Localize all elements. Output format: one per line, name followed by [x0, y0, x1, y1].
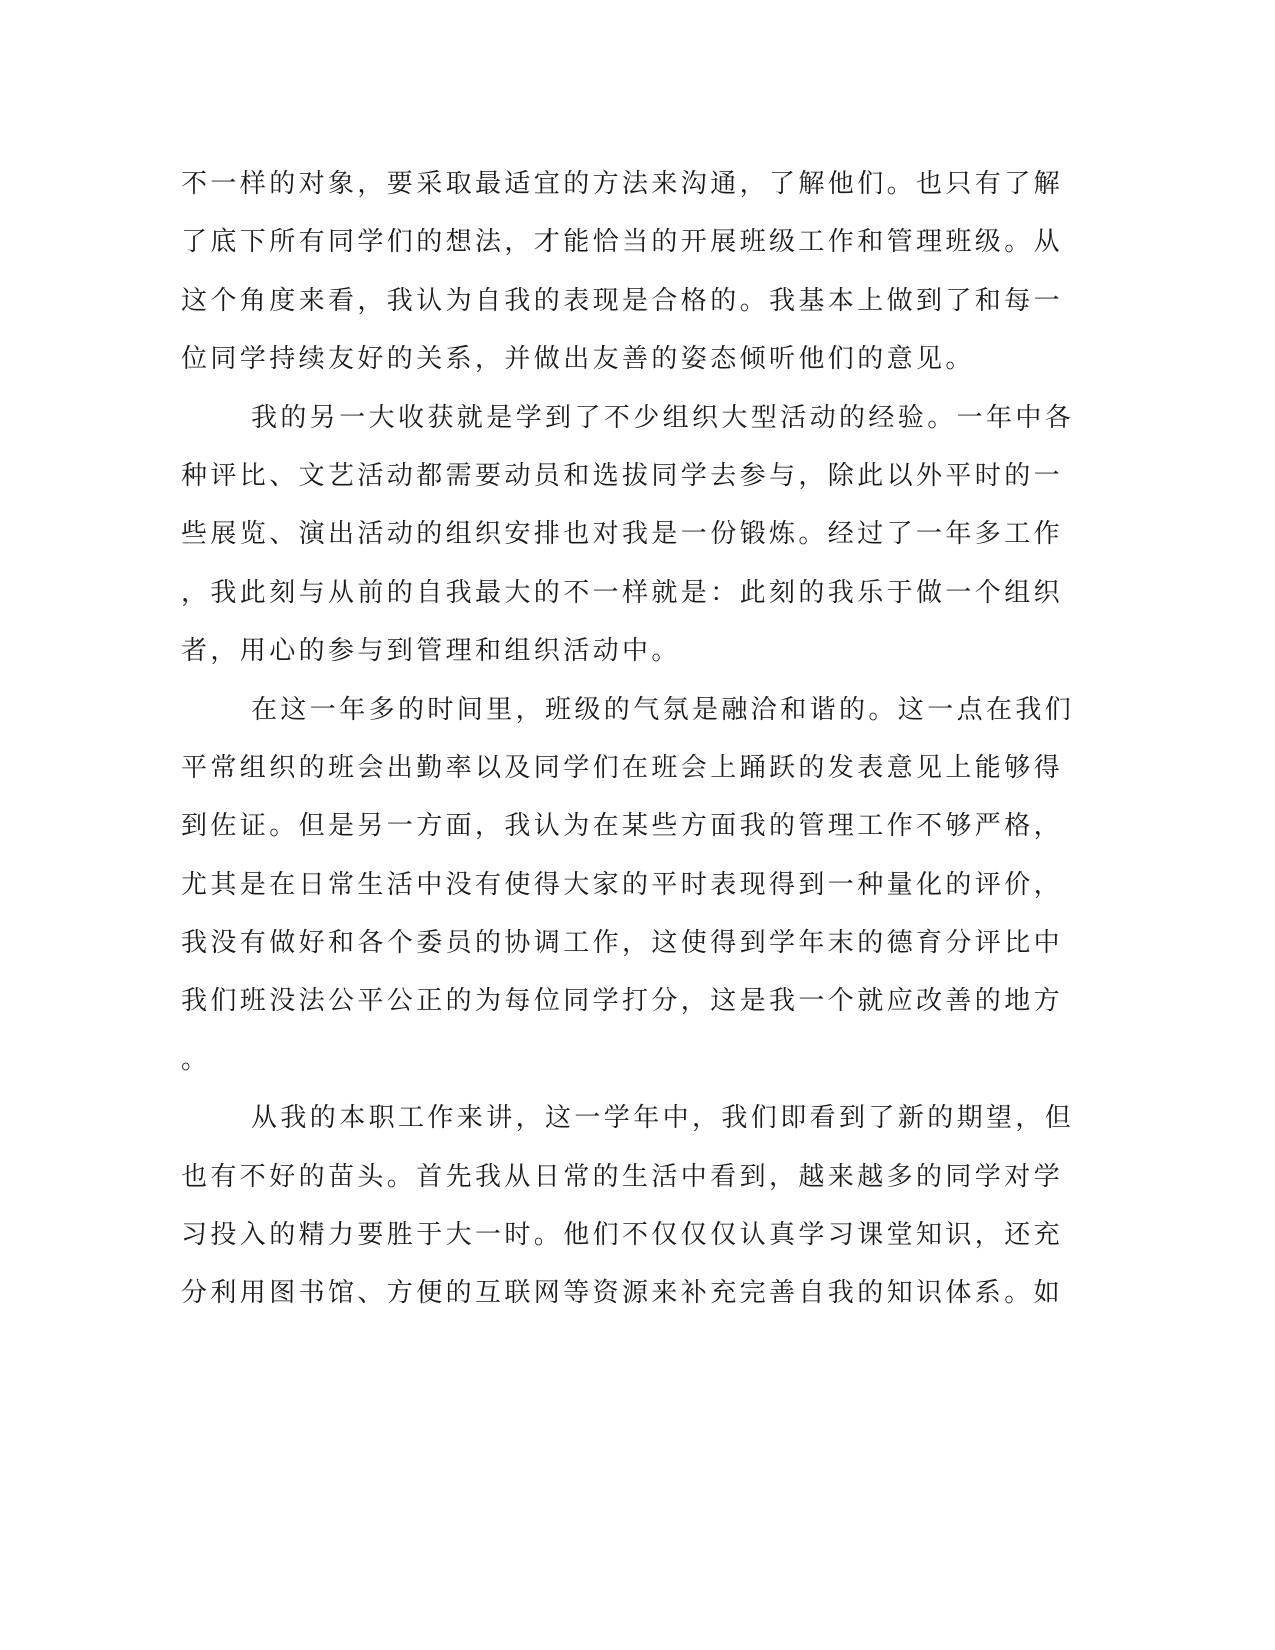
text-line: 尤其是在日常生活中没有使得大家的平时表现得到一种量化的评价， — [181, 869, 1064, 900]
text-line: 分利用图书馆、方便的互联网等资源来补充完善自我的知识体系。如 — [181, 1278, 1064, 1309]
text-line: 平常组织的班会出勤率以及同学们在班会上踊跃的发表意见上能够得 — [181, 752, 1064, 783]
text-line: 也有不好的苗头。首先我从日常的生活中看到，越来越多的同学对学 — [181, 1161, 1064, 1192]
text-line: 不一样的对象，要采取最适宜的方法来沟通，了解他们。也只有了解 — [181, 169, 1064, 199]
text-line: 这个角度来看，我认为自我的表现是合格的。我基本上做到了和每一 — [181, 285, 1064, 316]
text-line: ，我此刻与从前的自我最大的不一样就是：此刻的我乐于做一个组织 — [181, 577, 1064, 608]
text-line: 到佐证。但是另一方面，我认为在某些方面我的管理工作不够严格， — [181, 811, 1064, 842]
text-line: 种评比、文艺活动都需要动员和选拔同学去参与，除此以外平时的一 — [181, 460, 1064, 491]
text-line: 些展览、演出活动的组织安排也对我是一份锻炼。经过了一年多工作 — [181, 519, 1064, 550]
text-line: 我没有做好和各个委员的协调工作，这使得到学年末的德育分评比中 — [181, 928, 1064, 959]
text-line: 习投入的精力要胜于大一时。他们不仅仅仅认真学习课堂知识，还充 — [181, 1220, 1064, 1251]
paragraph-first-line: 在这一年多的时间里，班级的气氛是融洽和谐的。这一点在我们 — [251, 694, 1075, 725]
body-text — [181, 155, 1075, 1323]
text-line: 位同学持续友好的关系，并做出友善的姿态倾听他们的意见。 — [181, 344, 975, 375]
paragraph-first-line: 从我的本职工作来讲，这一学年中，我们即看到了新的期望，但 — [251, 1103, 1075, 1134]
text-line: 我们班没法公平公正的为每位同学打分，这是我一个就应改善的地方 — [181, 986, 1064, 1017]
paragraph-first-line: 我的另一大收获就是学到了不少组织大型活动的经验。一年中各 — [251, 402, 1075, 433]
text-line: 了底下所有同学们的想法，才能恰当的开展班级工作和管理班级。从 — [181, 227, 1064, 258]
text-line: 。 — [181, 1044, 211, 1075]
text-line: 者，用心的参与到管理和组织活动中。 — [181, 636, 681, 667]
